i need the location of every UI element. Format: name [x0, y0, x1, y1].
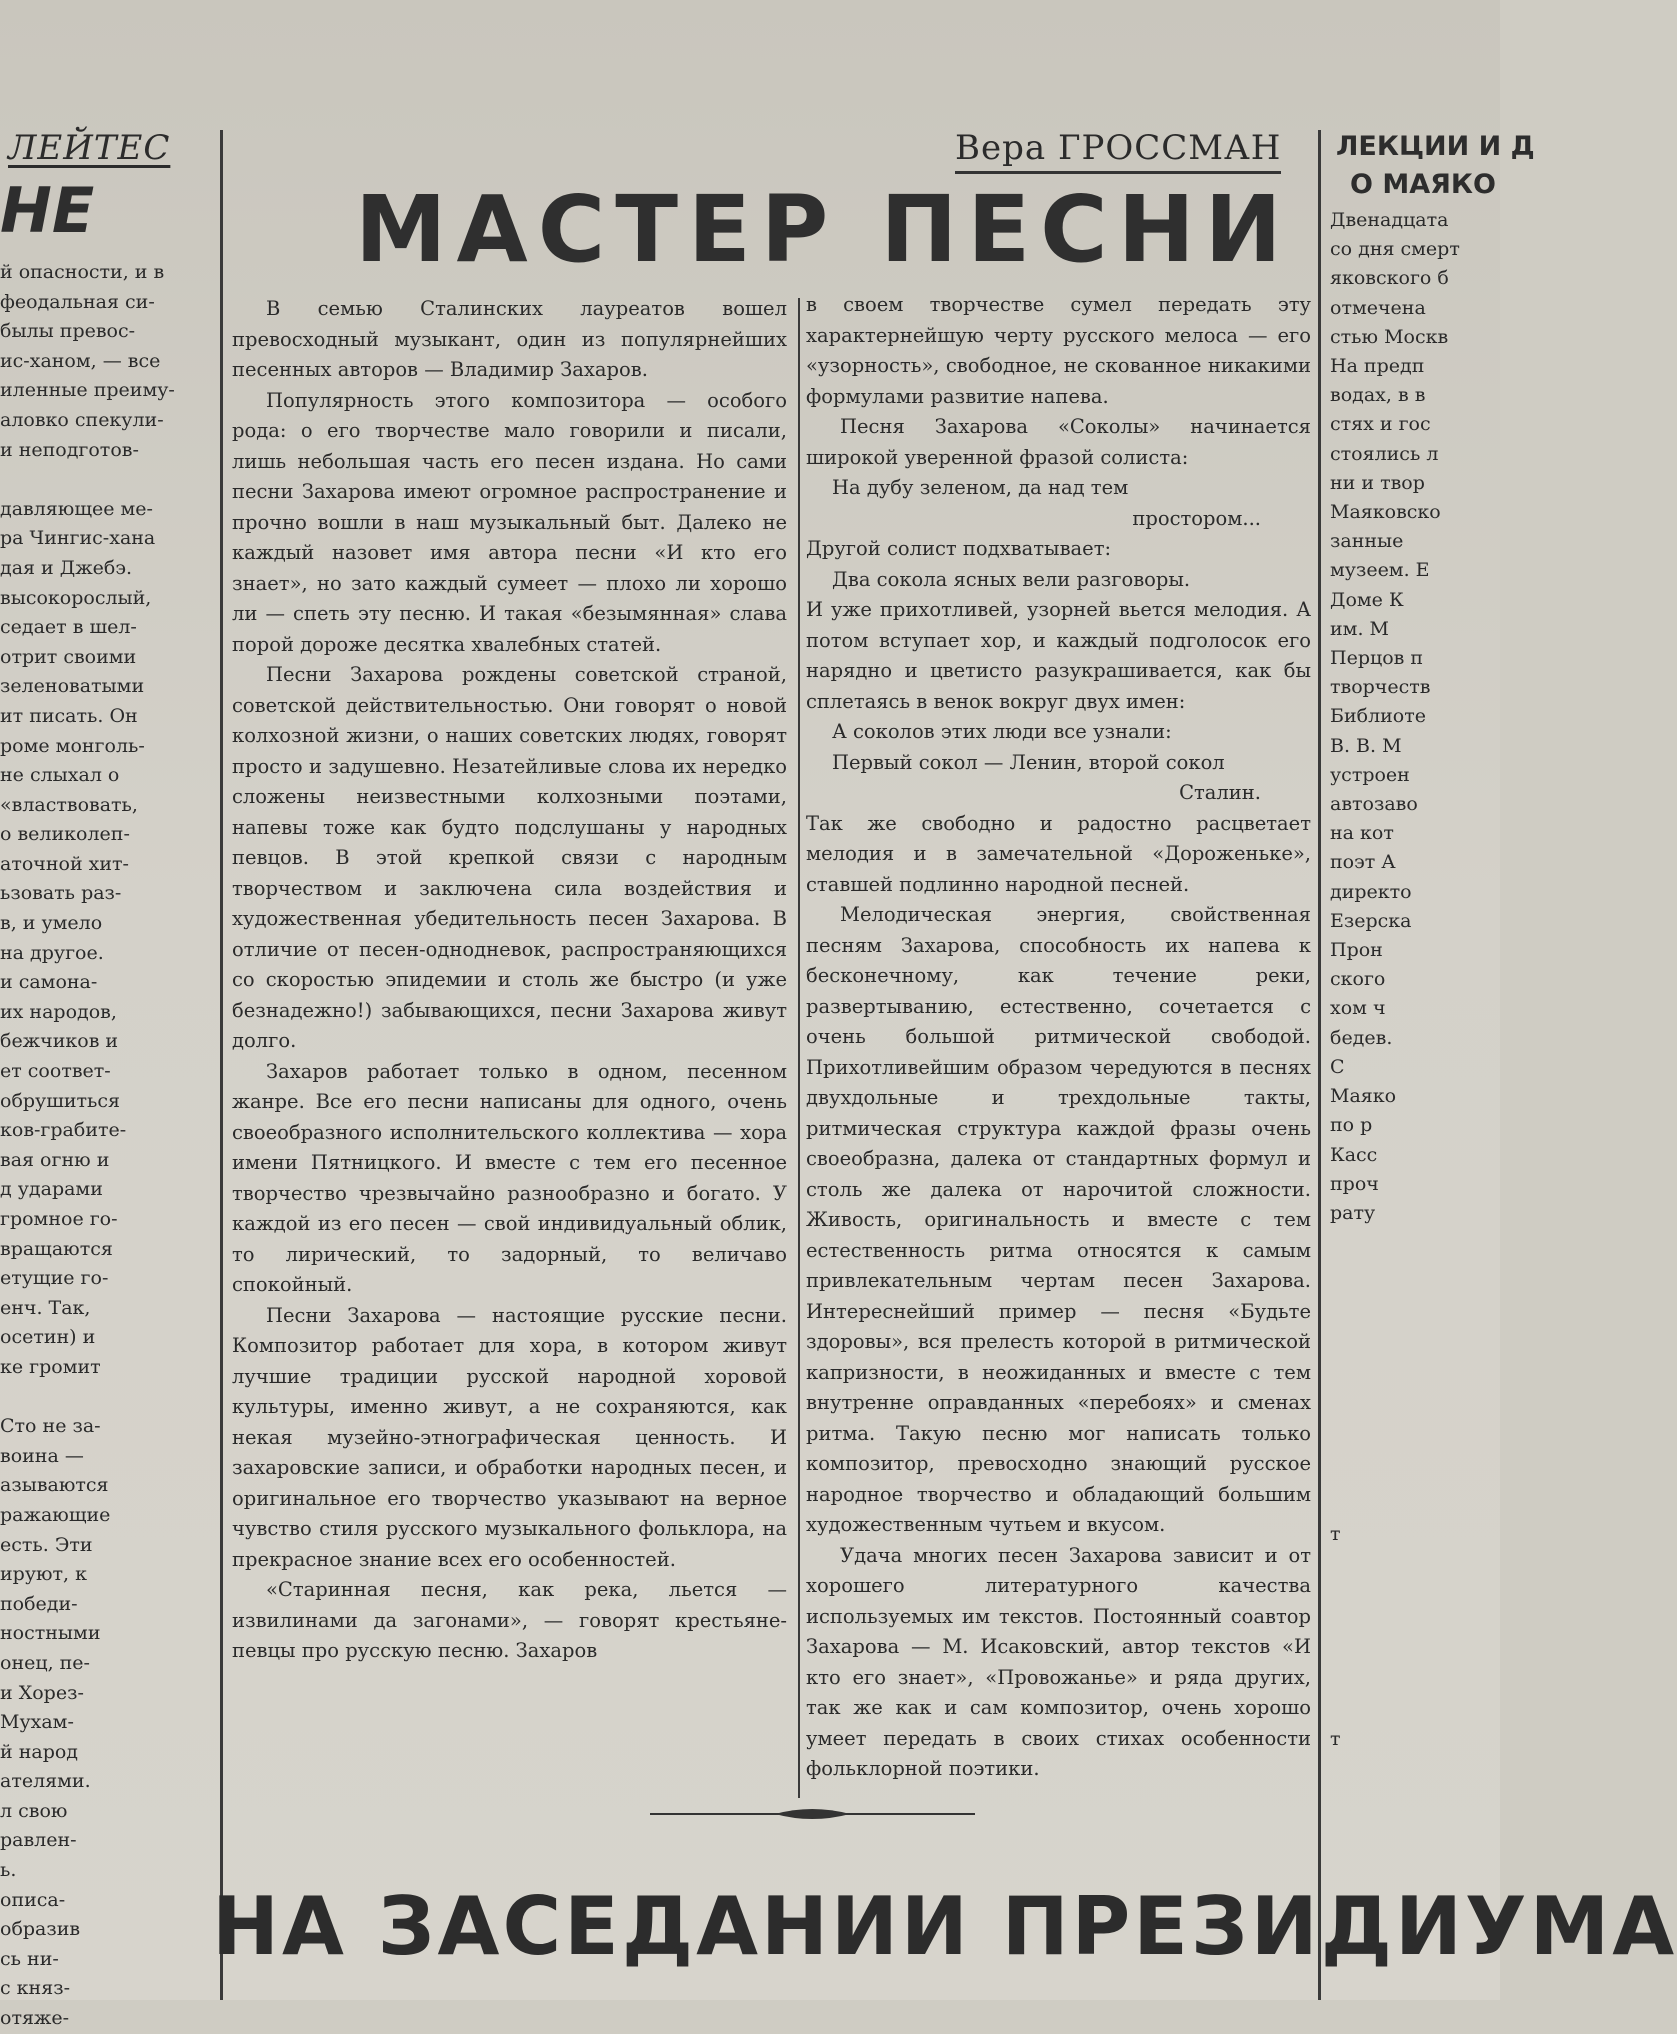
text-line: обрушиться [0, 1089, 121, 1112]
text-line: по р [1330, 1114, 1373, 1137]
text-line: автозаво [1330, 793, 1418, 816]
author-underline [955, 171, 1281, 174]
text-line: отяже- [0, 2007, 70, 2030]
article-column-2 [806, 290, 1311, 1790]
text-line: т [1330, 1523, 1341, 1546]
text-line: проч [1330, 1172, 1379, 1195]
text-line: былы превос- [0, 320, 136, 343]
text-line: рату [1330, 1201, 1376, 1224]
text-line: й опасности, и в [0, 261, 165, 283]
text-line: ражающие [0, 1503, 111, 1526]
text-line: Езерска [1330, 909, 1412, 932]
bottom-headline: НА ЗАСЕДАНИИ ПРЕЗИДИУМА [212, 1880, 1677, 1973]
text-line: Мухам- [0, 1711, 74, 1734]
text-line: ке громит [0, 1355, 101, 1378]
text-line [1330, 1403, 1500, 1432]
text-line: ков-грабите- [0, 1119, 127, 1142]
text-line: творчеств [1330, 676, 1431, 699]
text-line: ского [1330, 968, 1386, 991]
article-paragraph: Мелодическая энергия, свойственная песням Захарова, способность их напева к бесконечному, как течение реки, развертыванию, естественно, сочетается с очень большой ритмической свободой. Прихотливейшим образом чередуются в песнях двухдольные и трехдольные такты, ритмическая структура каждой фразы очень своеобразна, далека от стандартных формул и столь же далека от нарочитой сложности. Живость, оригинальность и вместе с тем естественность ритма относятся к самым привлекательным чертам песен Захарова. Интереснейший пример — песня «Будьте здоровы», вся прелесть которой в ритмической капризности, в неожиданных и вместе с тем внутренне оправданных «перебоях» и сменах ритма. Такую песню мог написать только композитор, превосходно знающий русское народное творчество и обладающий большим художественным чутьем и вкусом. [806, 903, 1311, 1536]
text-line [1330, 1637, 1500, 1666]
text-line: на кот [1330, 822, 1394, 845]
text-line: равлен- [0, 1829, 77, 1852]
text-line: Двенадцата [1330, 209, 1449, 231]
song-verse: Первый сокол — Ленин, второй сокол [832, 750, 1225, 774]
column-rule-left [220, 130, 223, 2000]
text-line: Сто не за- [0, 1415, 101, 1438]
text-line: музеем. Е [1330, 559, 1430, 582]
text-line: занные [1330, 530, 1404, 553]
text-line: хом ч [1330, 997, 1386, 1020]
song-verse: простором... [1132, 506, 1261, 530]
text-line: сь ни- [0, 1947, 59, 1970]
text-line: ет соответ- [0, 1060, 111, 1083]
text-line: с княз- [0, 1977, 70, 2000]
text-line: седает в шел- [0, 616, 137, 639]
text-line [1330, 1608, 1500, 1637]
column-rule-center [798, 298, 800, 1798]
text-line: им. М [1330, 617, 1389, 640]
text-line: бежчиков и [0, 1030, 119, 1053]
text-line: феодальная си- [0, 290, 155, 313]
text-line: Прон [1330, 939, 1383, 962]
article-paragraph: Песни Захарова — настоящие русские песни. Композитор работает для хора, в котором живут лучшие традиции русской народной хоровой культуры, именно живут, а не сохраняются, как некая музейно-этнографическая ценность. И захаровские записи, и обработки народных песен, и оригинальное его творчество указывают на верное чувство стиля русского музыкального фольклора, на прекрасное знание всех его особенностей. [232, 1303, 787, 1571]
right-heading [1336, 128, 1535, 204]
text-line: ьзовать раз- [0, 882, 122, 905]
article-title: МАСТЕР ПЕСНИ [355, 176, 1292, 283]
text-line: вая огню и [0, 1148, 110, 1171]
text-line: ь. [0, 1859, 17, 1882]
song-verse: На дубу зеленом, да над тем [832, 476, 1129, 499]
text-line [1330, 1462, 1500, 1491]
text-line [1330, 1228, 1500, 1257]
text-line: Маяко [1330, 1085, 1397, 1108]
text-line [1330, 1316, 1500, 1345]
song-verse: Сталин. [1179, 781, 1261, 804]
text-line: ателями. [0, 1770, 91, 1793]
text-line: осетин) и [0, 1326, 96, 1349]
text-line: Перцов п [1330, 647, 1424, 670]
article-paragraph: «Старинная песня, как река, льется — извилинами да загонами», — говорят крестьяне-певцы про русскую песню. Захаров [232, 1578, 787, 1662]
article-paragraph: И уже прихотливей, узорней вьется мелодия. А потом вступает хор, и каждый подголосок его нарядно и цветисто разукрашивается, как бы сплетаясь в венок вокруг двух имен: [806, 598, 1311, 713]
text-line: описа- [0, 1888, 66, 1911]
text-line: на другое. [0, 941, 104, 964]
text-line [1330, 1579, 1500, 1608]
text-line [1330, 1433, 1500, 1462]
text-line: ностными [0, 1622, 101, 1645]
text-line: Библиоте [1330, 705, 1426, 728]
text-line: ит писать. Он [0, 704, 138, 727]
text-line: енч. Так, [0, 1296, 91, 1319]
text-line: стях и гос [1330, 413, 1431, 436]
text-line: и неподготов- [0, 438, 139, 461]
text-line: не слыхал о [0, 764, 120, 787]
article-author [955, 128, 1281, 168]
text-line: водах, в в [1330, 384, 1426, 407]
text-line: вращаются [0, 1237, 113, 1260]
text-line: В. В. М [1330, 734, 1402, 757]
text-line: высокорослый, [0, 586, 152, 609]
text-line: Касс [1330, 1143, 1378, 1166]
right-column-text [1330, 206, 1500, 1754]
text-line: и самона- [0, 971, 98, 994]
text-line: бедев. [1330, 1026, 1393, 1049]
text-line: яковского б [1330, 267, 1449, 290]
text-line: аточной хит- [0, 852, 129, 875]
text-line: громное го- [0, 1208, 118, 1230]
text-line: д ударами [0, 1178, 103, 1201]
text-line: етущие го- [0, 1267, 109, 1290]
article-column-1 [232, 294, 787, 1794]
text-line: поэт А [1330, 851, 1396, 874]
column-rule-right [1318, 130, 1321, 2000]
text-line: й народ [0, 1740, 78, 1763]
article-paragraph: Так же свободно и радостно расцветает мелодия и в замечательной «Дороженьке», ставшей подлинно народной песней. [806, 811, 1311, 896]
article-author-text: Вера ГРОССМАН [955, 128, 1282, 168]
text-line: роме монголь- [0, 734, 145, 757]
text-line: стоялись л [1330, 442, 1439, 465]
text-line: есть. Эти [0, 1533, 93, 1556]
text-line: отмечена [1330, 296, 1426, 319]
text-line: директо [1330, 880, 1412, 903]
text-line: иленные преиму- [0, 379, 175, 402]
text-line: азываются [0, 1474, 109, 1497]
text-line [0, 465, 212, 495]
article-paragraph: в своем творчестве сумел передать эту характернейшую черту русского мелоса — его «узорность», свободное, не скованное никакими формулами развитие напева. [806, 293, 1311, 408]
text-line: зеленоватыми [0, 675, 145, 698]
left-column-text [0, 258, 212, 2034]
article-paragraph: Песня Захарова «Соколы» начинается широкой уверенной фразой солиста: [806, 415, 1311, 469]
text-line: Доме К [1330, 588, 1404, 611]
text-line: л свою [0, 1799, 68, 1822]
text-line: со дня смерт [1330, 238, 1460, 261]
section-divider-ornament [650, 1806, 975, 1822]
text-line: в, и умело [0, 912, 103, 935]
text-line: ируют, к [0, 1563, 88, 1586]
text-line: стью Москв [1330, 325, 1449, 348]
text-line [1330, 1257, 1500, 1286]
article-paragraph: Популярность этого композитора — особого рода: о его творчестве мало говорили и писали, лишь небольшая часть его песен издана. Но сами песни Захарова имеют огромное распространение и прочно вошли в наш музыкальный быт. Далеко не каждый назовет имя автора песни «И кто его знает», но зато каждый сумеет — плохо ли хорошо ли — спеть эту песню. И такая «безымянная» слава порой дороже десятка хвалебных статей. [232, 388, 787, 656]
text-line: давляющее ме- [0, 497, 153, 520]
text-line: т [1330, 1727, 1341, 1750]
text-line [1330, 1345, 1500, 1374]
text-line [0, 1383, 212, 1413]
text-line: ис-ханом, — все [0, 349, 161, 372]
text-line: На предп [1330, 355, 1425, 378]
text-line: ни и твор [1330, 471, 1425, 494]
text-line [1330, 1374, 1500, 1403]
text-line: о великолеп- [0, 823, 130, 846]
text-line: их народов, [0, 1000, 117, 1023]
text-line: «властвовать, [0, 793, 138, 816]
text-line [1330, 1491, 1500, 1520]
text-line [1330, 1666, 1500, 1695]
text-line [1330, 1549, 1500, 1578]
left-heading: НЕ [0, 174, 95, 247]
article-paragraph: В семью Сталинских лауреатов вошел превосходный музыкант, один из популярнейших песенных авторов — Владимир Захаров. [232, 297, 787, 381]
song-verse: Два сокола ясных вели разговоры. [832, 567, 1191, 591]
text-line: отрит своими [0, 645, 137, 668]
article-paragraph: Захаров работает только в одном, песенном жанре. Все его песни написаны для одного, очень своеобразного исполнительского коллектива — хора имени Пятницкого. И вместе с тем его песенное творчество чрезвычайно разнообразно и богато. У каждой из его песен — свой индивидуальный облик, то лирический, то задорный, то величаво спокойный. [232, 1059, 787, 1296]
song-verse: А соколов этих люди все узнали: [832, 720, 1172, 743]
article-paragraph: Удача многих песен Захарова зависит и от хорошего литературного качества используемых им текстов. Постоянный соавтор Захарова — М. Исаковский, автор текстов «И кто его знает», «Провожанье» и ряда других, так же как и сам композитор, очень хорошо умеет передать в своих стихах особенности фольклорной поэтики. [806, 1543, 1311, 1780]
left-byline: ЛЕЙТЕС [8, 128, 171, 168]
text-line: ра Чингис-хана [0, 527, 156, 550]
text-line [1330, 1287, 1500, 1316]
heading-line: ЛЕКЦИИ И Д [1336, 131, 1535, 162]
text-line: устроен [1330, 763, 1410, 786]
text-line: аловко спекули- [0, 408, 164, 431]
heading-line: О МАЯКО [1350, 169, 1496, 200]
text-line: и Хорез- [0, 1681, 84, 1704]
text-line [1330, 1695, 1500, 1724]
text-line: образив [0, 1918, 81, 1941]
article-paragraph: Другой солист подхватывает: [806, 537, 1112, 560]
text-line: Маяковско [1330, 501, 1441, 524]
text-line: дая и Джебэ. [0, 556, 133, 579]
article-paragraph: Песни Захарова рождены советской страной, советской действительностью. Они говорят о новой колхозной жизни, о наших советских людях, говорят просто и задушевно. Незатейливые слова их нередко сложены неизвестными колхозными поэтами, напевы тоже как будто подслушаны у народных певцов. В этой крепкой связи с народным творчеством и заключена сила воздействия и художественная убедительность песен Захарова. В отличие от песен-однодневок, распространяющихся со скоростью эпидемии и столь же быстро (и уже безнадежно!) забывающихся, песни Захарова живут долго. [232, 663, 787, 1052]
text-line: С [1330, 1055, 1345, 1078]
text-line: воина — [0, 1444, 84, 1467]
text-line: победи- [0, 1592, 78, 1615]
text-line: онец, пе- [0, 1651, 90, 1674]
